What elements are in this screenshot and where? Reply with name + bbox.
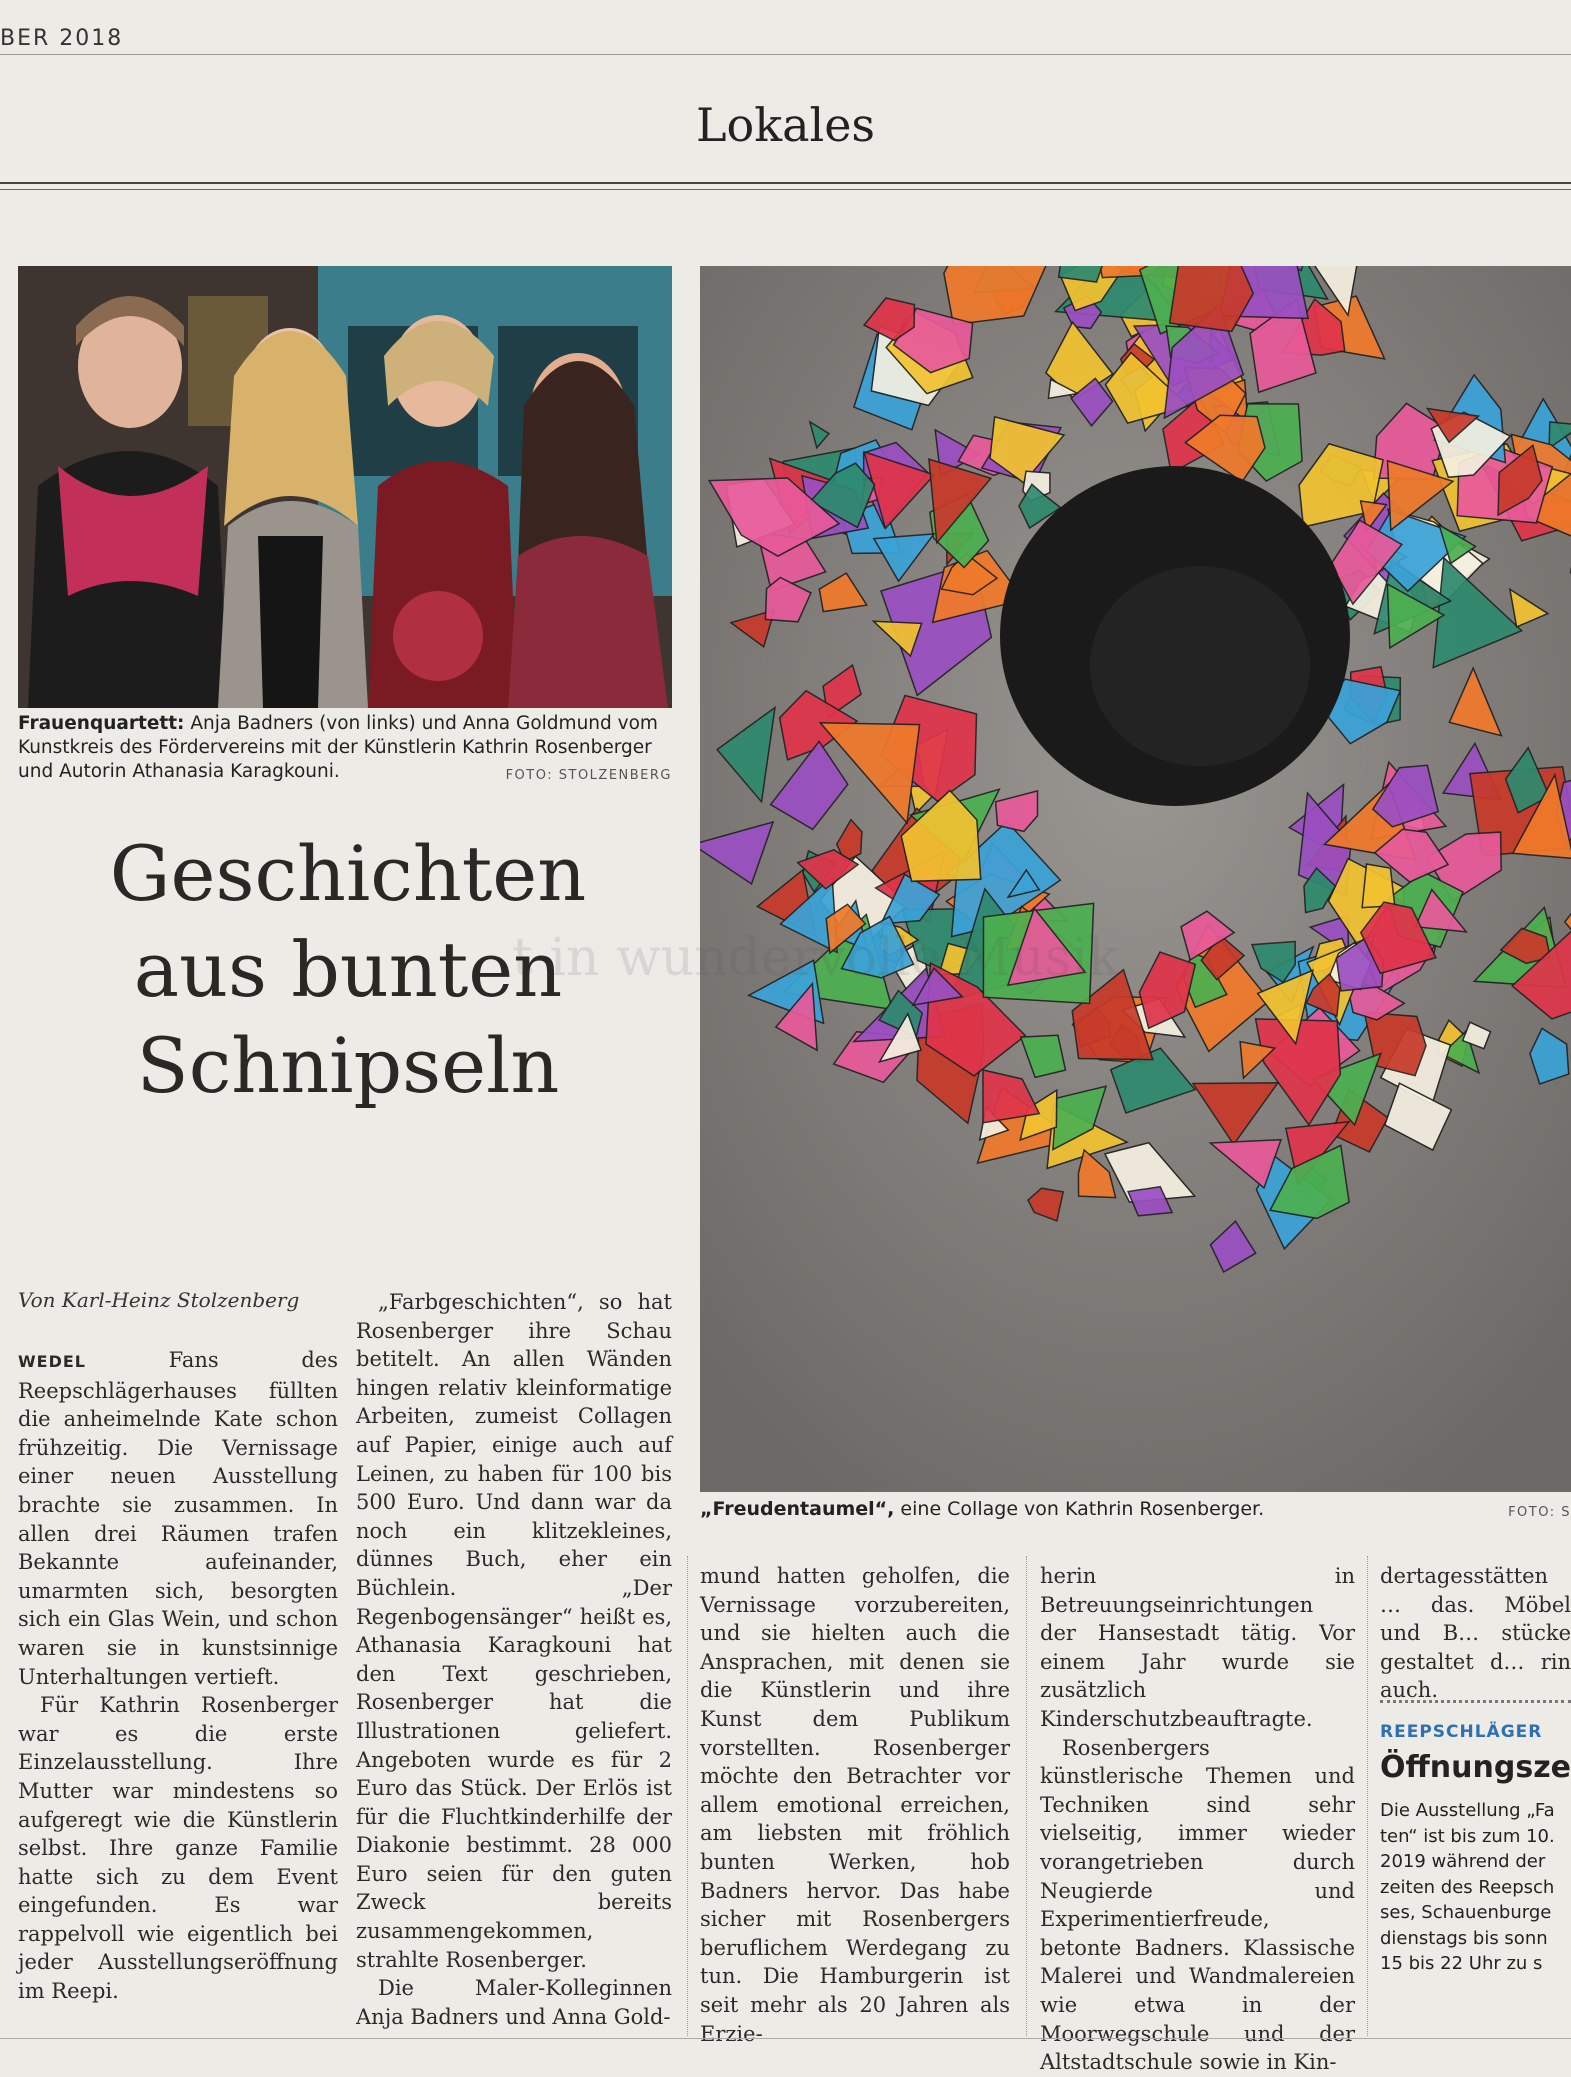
photo2-caption-text: eine Collage von Kathrin Rosenberger. xyxy=(894,1498,1264,1520)
article-column-1 xyxy=(18,1346,338,2006)
photo1-credit: FOTO: STOLZENBERG xyxy=(506,764,672,788)
col4-paragraph-2: Rosenbergers künstlerische Themen und Techniken sind sehr vielseitig, immer wieder vorangetrieben durch Neugierde und Experimentierfreude, betonte Badners. Klassische Malerei und Wandmalereien wie etwa in der Moorwegschule und der Altstadtschule sowie in Kin- xyxy=(1040,1734,1355,2077)
infobox-kicker: REEPSCHLÄGER xyxy=(1380,1722,1542,1742)
dateline: WEDEL xyxy=(18,1352,86,1371)
col1-paragraph-1: Fans des Reepschlägerhauses füllten die anheimelnde Kate schon frühzeitig. Die Vernissage einer neuen Ausstellung brachte sie zusammen. In allen drei Räumen trafen Bekannte aufeinander, umarmten sich, besorgten sich ein Glas Wein, und schon waren sie in kunstsinnige Unterhaltungen vertieft. xyxy=(18,1348,338,1689)
article-column-3 xyxy=(700,1562,1010,2048)
bleed-through-text: t in wundervolle Musik xyxy=(512,928,1119,988)
group-photo xyxy=(18,266,672,708)
column-separator xyxy=(687,1556,688,2036)
top-divider xyxy=(0,54,1571,55)
running-head: BER 2018 xyxy=(0,26,123,51)
infobox-title: Öffnungsze xyxy=(1380,1750,1571,1785)
col4-paragraph-1: herin in Betreuungseinrichtungen der Hansestadt tätig. Vor einem Jahr wurde sie zusätzlich Kinderschutzbeauftragte. xyxy=(1040,1562,1355,1734)
photo1-caption-text: Anja Badners (von links) und Anna Goldmund vom Kunstkreis des Fördervereins mit der Künstlerin Kathrin Rosenberger und Autorin Athanasia Karagkouni. xyxy=(18,713,658,782)
infobox-divider xyxy=(1380,1700,1571,1703)
photo2-caption xyxy=(700,1497,1571,1521)
infobox-line: 2019 während der xyxy=(1380,1849,1571,1875)
col5-paragraph-1: dertagesstätten … das. Möbel und B… stücke gestaltet d… rin auch. xyxy=(1380,1562,1571,1705)
article-headline xyxy=(18,826,678,1114)
infobox-line: 15 bis 22 Uhr zu s xyxy=(1380,1951,1571,1977)
section-rule-thin xyxy=(0,189,1571,190)
col2-paragraph-1: „Farbgeschichten“, so hat Rosenberger ihre Schau betitelt. An allen Wänden hingen relativ kleinformatige Arbeiten, zumeist Collagen auf Papier, einige auch auf Leinen, zu haben für 100 bis 500 Euro. Und dann war da noch ein klitzekleines, dünnes Buch, eher ein Büchlein. „Der Regenbogensänger“ heißt es, Athanasia Karagkouni hat den Text geschrieben, Rosenberger hat die Illustrationen geliefert. Angeboten wurde es für 2 Euro das Stück. Der Erlös ist für die Fluchtkinderhilfe der Diakonie bestimmt. 28 000 Euro seien für den guten Zweck bereits zusammengekommen, strahlte Rosenberger. xyxy=(356,1288,672,1974)
byline: Von Karl-Heinz Stolzenberg xyxy=(18,1288,299,1312)
infobox-line: Die Ausstellung „Fa xyxy=(1380,1798,1571,1824)
infobox-line: dienstags bis sonn xyxy=(1380,1926,1571,1952)
collage-snippet xyxy=(1362,864,1395,908)
headline-line-2: aus bunten xyxy=(18,922,678,1018)
section-title: Lokales xyxy=(0,98,1571,152)
article-column-4 xyxy=(1040,1562,1355,2077)
infobox-text xyxy=(1380,1798,1571,1977)
headline-line-1: Geschichten xyxy=(18,826,678,922)
headline-line-3: Schnipseln xyxy=(18,1018,678,1114)
column-separator xyxy=(1026,1556,1027,2036)
infobox-line: ses, Schauenburge xyxy=(1380,1900,1571,1926)
section-rule xyxy=(0,182,1571,184)
infobox-line: zeiten des Reepsch xyxy=(1380,1875,1571,1901)
photo2-caption-lead: „Freudentaumel“, xyxy=(700,1498,894,1520)
col3-paragraph-1: mund hatten geholfen, die Vernissage vorzubereiten, und sie hielten auch die Ansprachen, mit denen sie die Künstlerin und ihre Kunst dem Publikum vorstellten. Rosenberger möchte den Betrachter vor allem emotional erreichen, am liebsten mit fröhlich bunten Werken, hob Badners hervor. Das habe sicher mit Rosenbergers beruflichem Werdegang zu tun. Die Hamburgerin ist seit mehr als 20 Jahren als Erzie- xyxy=(700,1562,1010,2048)
photo1-caption-lead: Frauenquartett: xyxy=(18,713,184,734)
column-separator xyxy=(1367,1556,1368,2036)
photo1-caption xyxy=(18,712,672,788)
photo2-credit: FOTO: S xyxy=(1508,1501,1571,1525)
col1-paragraph-2: Für Kathrin Rosenberger war es die erste Einzelausstellung. Ihre Mutter war mindestens so aufgeregt wie die Künstlerin selbst. Ihre ganze Familie hatte sich zu dem Event eingefunden. Es war rappelvoll wie eigentlich bei jeder Ausstellungseröffnung im Reepi. xyxy=(18,1691,338,2006)
article-column-5 xyxy=(1380,1562,1571,1705)
collage-photo xyxy=(700,266,1571,1492)
article-column-2 xyxy=(356,1288,672,2031)
col2-paragraph-2: Die Maler-Kolleginnen Anja Badners und Anna Gold- xyxy=(356,1974,672,2031)
bottom-divider xyxy=(0,2038,1571,2039)
infobox-line: ten“ ist bis zum 10. xyxy=(1380,1824,1571,1850)
